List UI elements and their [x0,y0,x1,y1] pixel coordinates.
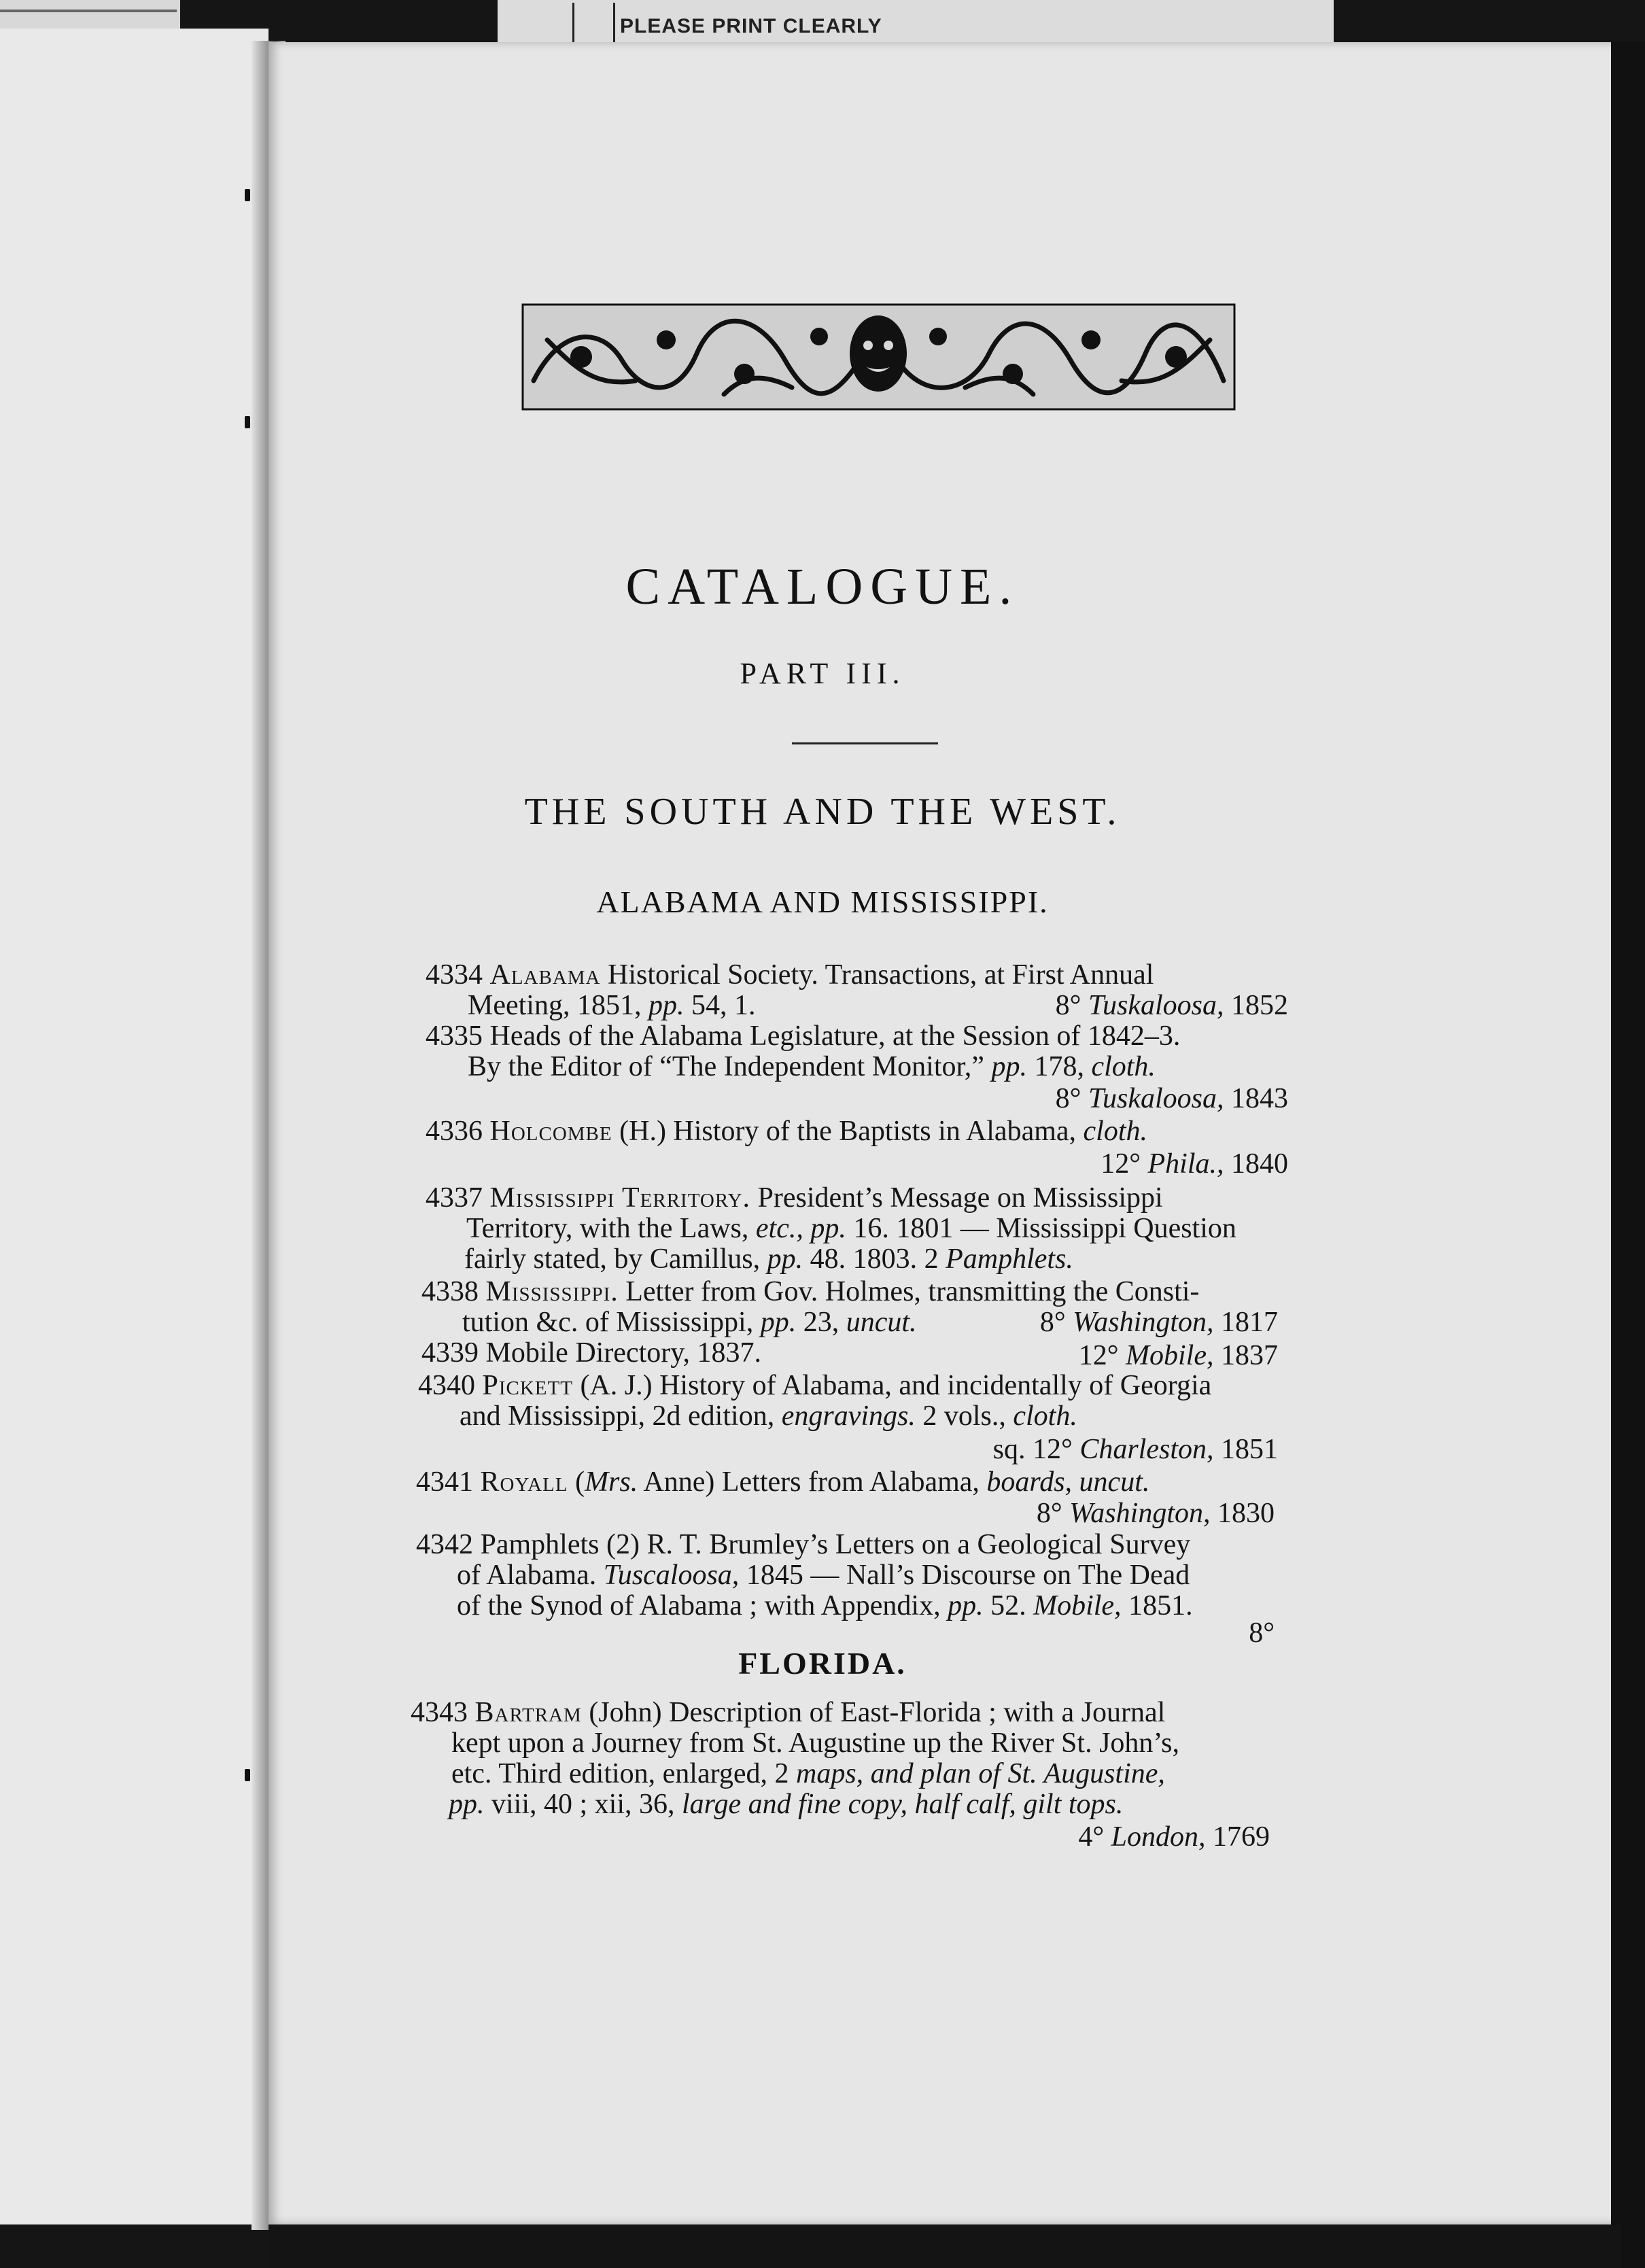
entry-author: Holcombe [489,1116,612,1147]
entry-4339-line [421,1337,761,1369]
entry-place: Washington, [1073,1307,1214,1338]
entry-4334-imprint [1056,989,1288,1022]
entry-italic: pp. [648,990,685,1021]
entry-text: 1845 — Nall’s Discourse on The Dead [739,1560,1190,1591]
entry-italic: etc., pp. [755,1213,846,1244]
entry-4338-line [421,1275,1199,1308]
entry-text: and Mississippi, 2d edition, [460,1401,782,1432]
entry-4343-imprint [1078,1821,1270,1853]
entry-number: 4343 [411,1697,468,1728]
entry-number: 4335 [426,1020,483,1052]
entry-size: 12° [1101,1148,1141,1180]
entry-4343-line [449,1788,1123,1821]
part-label: PART III. [740,657,905,690]
entry-text: 48. 1803. 2 [803,1243,946,1275]
entry-4335-imprint [1056,1082,1288,1115]
entry-place: Tuskaloosa, [1088,1083,1224,1114]
entry-binding: cloth. [1083,1116,1148,1147]
entry-number: 4338 [421,1276,479,1307]
entry-italic: pp. [991,1051,1027,1082]
entry-size: 12° [1078,1340,1119,1371]
left-facing-page [0,29,269,2224]
entry-text: President’s Message on Mississippi [750,1182,1163,1214]
entry-4336-imprint [1101,1148,1288,1180]
entry-size: 4° [1078,1821,1105,1853]
left-page-top-strip [0,0,180,33]
entry-text: Historical Society. Transactions, at First Annual [600,959,1154,991]
entry-number: 4339 [421,1337,479,1369]
entry-place: Mobile, [1126,1340,1214,1371]
entry-year: 1843 [1224,1083,1288,1114]
entry-place: Mobile, [1033,1590,1122,1621]
entry-place: Tuscaloosa, [603,1560,740,1591]
entry-4340-line [460,1400,1077,1432]
slip-cell [498,3,574,46]
entry-text: Pamphlets (2) R. T. Brumley’s Letters on a Geological Survey [473,1529,1191,1560]
entry-text: (John) Description of East-Florida ; with a Journal [581,1697,1166,1728]
entry-text: of the Synod of Alabama ; with Appendix, [457,1590,948,1621]
entry-text: Anne) Letters from Alabama, [638,1466,987,1498]
entry-author: Mississippi. [485,1276,619,1307]
entry-4342-line [416,1528,1190,1561]
entry-number: 4337 [426,1182,483,1214]
entry-number: 4336 [426,1116,483,1147]
entry-text: 52. [983,1590,1034,1621]
entry-4337-line [464,1243,1073,1275]
entry-italic: pp. [948,1590,984,1621]
entry-4343-line [411,1696,1165,1729]
entry-place: Charleston, [1079,1434,1214,1465]
entry-4341-line [416,1466,1149,1498]
entry-place: Tuskaloosa, [1088,990,1224,1021]
entry-year: 1840 [1224,1148,1288,1180]
entry-4342-imprint [1249,1617,1275,1649]
entry-size: 8° [1036,1498,1062,1529]
entry-text: 2 vols., [915,1401,1014,1432]
entry-year: 1851 [1213,1434,1278,1465]
entry-italic: pp. [767,1243,803,1275]
entry-4343-line [451,1757,1165,1790]
entry-year: 1851. [1121,1590,1193,1621]
entry-text: (A. J.) History of Alabama, and incidentally of Georgia [572,1370,1212,1401]
entry-author: Mississippi Territory. [489,1182,751,1214]
binding-mark [245,189,250,201]
entry-text: By the Editor of “The Independent Monitor,” [468,1051,992,1082]
entry-italic: uncut. [846,1307,917,1338]
subheading-alabama-mississippi: ALABAMA AND MISSISSIPPI. [596,884,1049,919]
entry-place: Phila., [1147,1148,1224,1180]
entry-text: of Alabama. [457,1560,604,1591]
entry-size: sq. 12° [992,1434,1073,1465]
entry-place: Washington, [1069,1498,1211,1529]
entry-year: 1817 [1213,1307,1278,1338]
entry-4343-line [451,1727,1179,1759]
slip-text: PLEASE PRINT CLEARLY [620,15,882,37]
entry-4342-line [457,1559,1190,1592]
entry-number: 4334 [426,959,483,991]
entry-text: Mobile Directory, 1837. [479,1337,762,1369]
entry-number: 4342 [416,1529,473,1560]
entry-size: 8° [1055,990,1081,1021]
entry-number: 4340 [418,1370,475,1401]
entry-4335-line [468,1050,1156,1083]
section-title: THE SOUTH AND THE WEST. [524,791,1121,833]
entry-text: etc. Third edition, enlarged, 2 [451,1758,796,1789]
entry-size: 8° [1055,1083,1081,1114]
entry-text: Meeting, 1851, [468,990,648,1021]
page-right-shadow [1611,42,1645,2268]
page-bottom-shadow [269,2224,1621,2268]
entry-author: Pickett [482,1370,573,1401]
entry-size: 8° [1249,1617,1275,1649]
entry-text: Heads of the Alabama Legislature, at the Session of 1842–3. [483,1020,1181,1052]
page-title: CATALOGUE. [625,558,1020,615]
entry-author: Alabama [489,959,601,991]
entry-4338-line [462,1306,917,1339]
entry-italic: large and fine copy, half calf, gilt tops. [682,1789,1124,1820]
entry-4334-line [426,959,1154,991]
entry-italic: Pamphlets. [946,1243,1073,1275]
entry-text: Letter from Gov. Holmes, transmitting the Consti- [618,1276,1200,1307]
entry-4342-line [457,1590,1193,1622]
entry-text: tution &c. of Mississippi, [462,1307,761,1338]
entry-4339-imprint [1079,1339,1278,1372]
entry-binding: boards, uncut. [986,1466,1150,1498]
entry-year: 1769 [1205,1821,1270,1853]
entry-text: Territory, with the Laws, [466,1213,756,1244]
entry-text: kept upon a Journey from St. Augustine up the River St. John’s, [451,1728,1179,1759]
entry-binding: cloth. [1013,1401,1077,1432]
entry-text: 178, [1026,1051,1092,1082]
entry-year: 1852 [1224,990,1288,1021]
entry-place: London, [1111,1821,1206,1853]
entry-binding: cloth. [1091,1051,1156,1082]
title-rule [792,742,938,744]
binding-mark [245,416,250,428]
entry-4341-imprint [1037,1497,1275,1530]
entry-4338-imprint [1040,1306,1278,1339]
entry-year: 1837 [1213,1340,1278,1371]
entry-4334-line [468,989,755,1022]
entry-size: 8° [1039,1307,1066,1338]
entry-italic: pp. [760,1307,797,1338]
entry-year: 1830 [1210,1498,1275,1529]
entry-4336-line [426,1115,1147,1148]
binding-mark [245,1769,250,1781]
entry-text: 54, 1. [684,990,756,1021]
entry-text: (H.) History of the Baptists in Alabama, [612,1116,1084,1147]
entry-4337-line [466,1212,1236,1245]
entry-4337-line [426,1182,1163,1214]
entry-italic: pp. [449,1789,485,1820]
entry-italic: Mrs. [585,1466,638,1498]
entry-text: viii, 40 ; xii, 36, [484,1789,682,1820]
entry-text: 16. 1801 — Mississippi Question [846,1213,1236,1244]
slip-cell [572,3,615,46]
entry-text: ( [568,1466,585,1498]
ornamental-headpiece [520,299,1237,415]
entry-author: Bartram [474,1697,582,1728]
entry-italic: engravings. [781,1401,916,1432]
entry-number: 4341 [416,1466,473,1498]
entry-4340-imprint [993,1433,1278,1466]
subheading-florida: FLORIDA. [738,1646,907,1681]
entry-text: fairly stated, by Camillus, [464,1243,767,1275]
entry-text: 23, [796,1307,846,1338]
entry-4340-line [418,1369,1211,1402]
entry-4335-line [426,1020,1180,1052]
entry-italic: maps, and plan of St. Augustine, [795,1758,1165,1789]
entry-author: Royall [480,1466,568,1498]
